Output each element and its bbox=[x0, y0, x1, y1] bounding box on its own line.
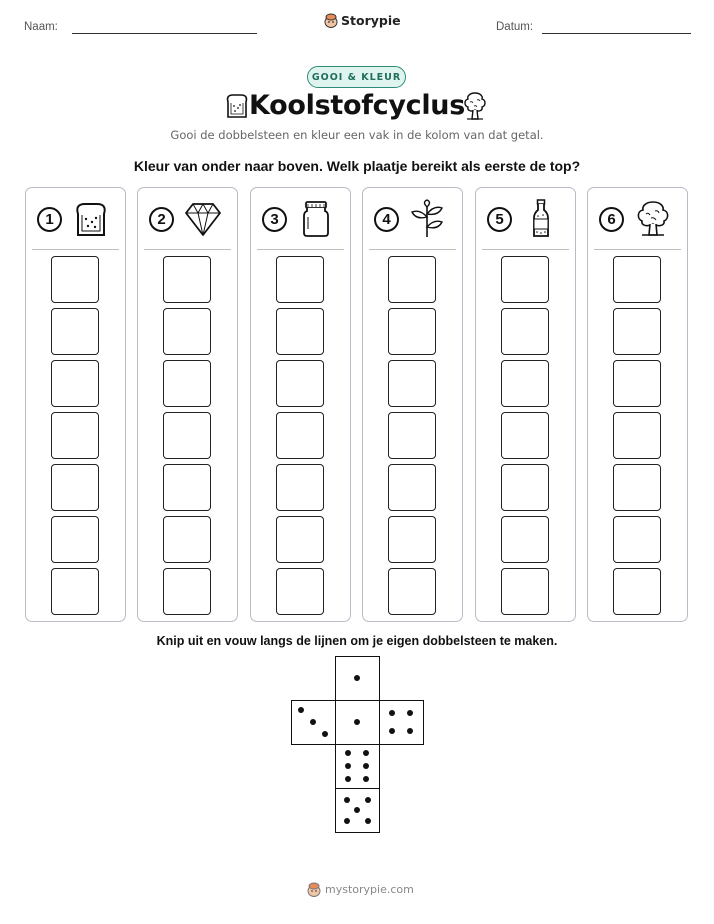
color-cell[interactable] bbox=[501, 308, 549, 355]
date-label: Datum: bbox=[496, 21, 534, 33]
column-divider bbox=[369, 249, 456, 250]
leaf-icon bbox=[408, 199, 448, 239]
dice-face-6 bbox=[335, 744, 380, 789]
color-cell[interactable] bbox=[388, 308, 436, 355]
color-cell[interactable] bbox=[501, 412, 549, 459]
dice-pip bbox=[389, 728, 395, 734]
color-cell[interactable] bbox=[388, 360, 436, 407]
color-cell[interactable] bbox=[51, 360, 99, 407]
color-cell[interactable] bbox=[613, 412, 661, 459]
subtitle: Gooi de dobbelsteen en kleur een vak in de kolom van dat getal. bbox=[170, 128, 544, 142]
color-cell[interactable] bbox=[276, 412, 324, 459]
dice-pip bbox=[298, 707, 304, 713]
cut-instruction: Knip uit en vouw langs de lijnen om je eigen dobbelsteen te maken. bbox=[156, 634, 558, 648]
color-cell[interactable] bbox=[501, 360, 549, 407]
color-cell[interactable] bbox=[276, 308, 324, 355]
column-3 bbox=[250, 187, 351, 622]
column-5 bbox=[475, 187, 576, 622]
color-cell[interactable] bbox=[388, 256, 436, 303]
column-divider bbox=[482, 249, 569, 250]
tree-icon bbox=[633, 199, 673, 239]
color-cell[interactable] bbox=[388, 412, 436, 459]
color-cell[interactable] bbox=[388, 568, 436, 615]
color-cell[interactable] bbox=[51, 308, 99, 355]
color-cell[interactable] bbox=[613, 308, 661, 355]
dice-face-3 bbox=[291, 700, 336, 745]
dice-face-4 bbox=[379, 700, 424, 745]
bottle-icon bbox=[521, 199, 561, 239]
color-cell[interactable] bbox=[163, 256, 211, 303]
dice-pip bbox=[407, 710, 413, 716]
color-cell[interactable] bbox=[613, 256, 661, 303]
column-number: 6 bbox=[599, 207, 624, 232]
color-cell[interactable] bbox=[51, 256, 99, 303]
color-cell[interactable] bbox=[388, 516, 436, 563]
dice-pip bbox=[354, 719, 360, 725]
column-number: 2 bbox=[149, 207, 174, 232]
color-cell[interactable] bbox=[51, 516, 99, 563]
diamond-icon bbox=[183, 199, 223, 239]
dice-face-1 bbox=[335, 700, 380, 745]
column-number: 4 bbox=[374, 207, 399, 232]
color-cell[interactable] bbox=[276, 516, 324, 563]
column-number: 1 bbox=[37, 207, 62, 232]
dice-pip bbox=[389, 710, 395, 716]
color-cell[interactable] bbox=[51, 568, 99, 615]
dice-pip bbox=[344, 797, 350, 803]
pie-mascot-icon bbox=[307, 882, 321, 897]
dice-face-5 bbox=[335, 788, 380, 833]
color-cell[interactable] bbox=[613, 464, 661, 511]
dice-pip bbox=[345, 776, 351, 782]
toast-icon bbox=[71, 199, 111, 239]
color-cell[interactable] bbox=[163, 360, 211, 407]
column-divider bbox=[144, 249, 231, 250]
color-cell[interactable] bbox=[163, 412, 211, 459]
color-cell[interactable] bbox=[501, 568, 549, 615]
dice-pip bbox=[345, 763, 351, 769]
dice-pip bbox=[354, 807, 360, 813]
dice-pip bbox=[322, 731, 328, 737]
dice-pip bbox=[365, 797, 371, 803]
column-number: 5 bbox=[487, 207, 512, 232]
brand-name: Storypie bbox=[341, 13, 401, 28]
color-cell[interactable] bbox=[613, 516, 661, 563]
color-cell[interactable] bbox=[163, 568, 211, 615]
dice-pip bbox=[365, 818, 371, 824]
dice-pip bbox=[407, 728, 413, 734]
color-cell[interactable] bbox=[276, 360, 324, 407]
dice-pip bbox=[345, 750, 351, 756]
color-cell[interactable] bbox=[613, 568, 661, 615]
color-cell[interactable] bbox=[613, 360, 661, 407]
dice-pip bbox=[354, 675, 360, 681]
color-cell[interactable] bbox=[51, 464, 99, 511]
activity-badge: GOOI & KLEUR bbox=[307, 66, 406, 88]
column-1 bbox=[25, 187, 126, 622]
footer-url: mystorypie.com bbox=[325, 883, 414, 896]
column-4 bbox=[362, 187, 463, 622]
color-cell[interactable] bbox=[163, 464, 211, 511]
color-cell[interactable] bbox=[276, 464, 324, 511]
dice-pip bbox=[363, 776, 369, 782]
color-cell[interactable] bbox=[501, 464, 549, 511]
dice-pip bbox=[363, 763, 369, 769]
column-divider bbox=[257, 249, 344, 250]
column-number: 3 bbox=[262, 207, 287, 232]
column-divider bbox=[594, 249, 681, 250]
color-cell[interactable] bbox=[388, 464, 436, 511]
color-cell[interactable] bbox=[51, 412, 99, 459]
color-cell[interactable] bbox=[501, 256, 549, 303]
dice-pip bbox=[363, 750, 369, 756]
footer bbox=[307, 882, 414, 897]
page-title: Koolstofcyclus bbox=[248, 90, 466, 121]
column-6 bbox=[587, 187, 688, 622]
instruction: Kleur van onder naar boven. Welk plaatje bereikt als eerste de top? bbox=[133, 158, 581, 174]
jar-icon bbox=[296, 199, 336, 239]
color-cell[interactable] bbox=[163, 308, 211, 355]
color-cell[interactable] bbox=[163, 516, 211, 563]
dice-face-1 bbox=[335, 656, 380, 701]
dice-pip bbox=[344, 818, 350, 824]
name-label: Naam: bbox=[24, 21, 58, 33]
column-2 bbox=[137, 187, 238, 622]
color-cell[interactable] bbox=[276, 256, 324, 303]
color-cell[interactable] bbox=[501, 516, 549, 563]
column-divider bbox=[32, 249, 119, 250]
color-cell[interactable] bbox=[276, 568, 324, 615]
dice-pip bbox=[310, 719, 316, 725]
